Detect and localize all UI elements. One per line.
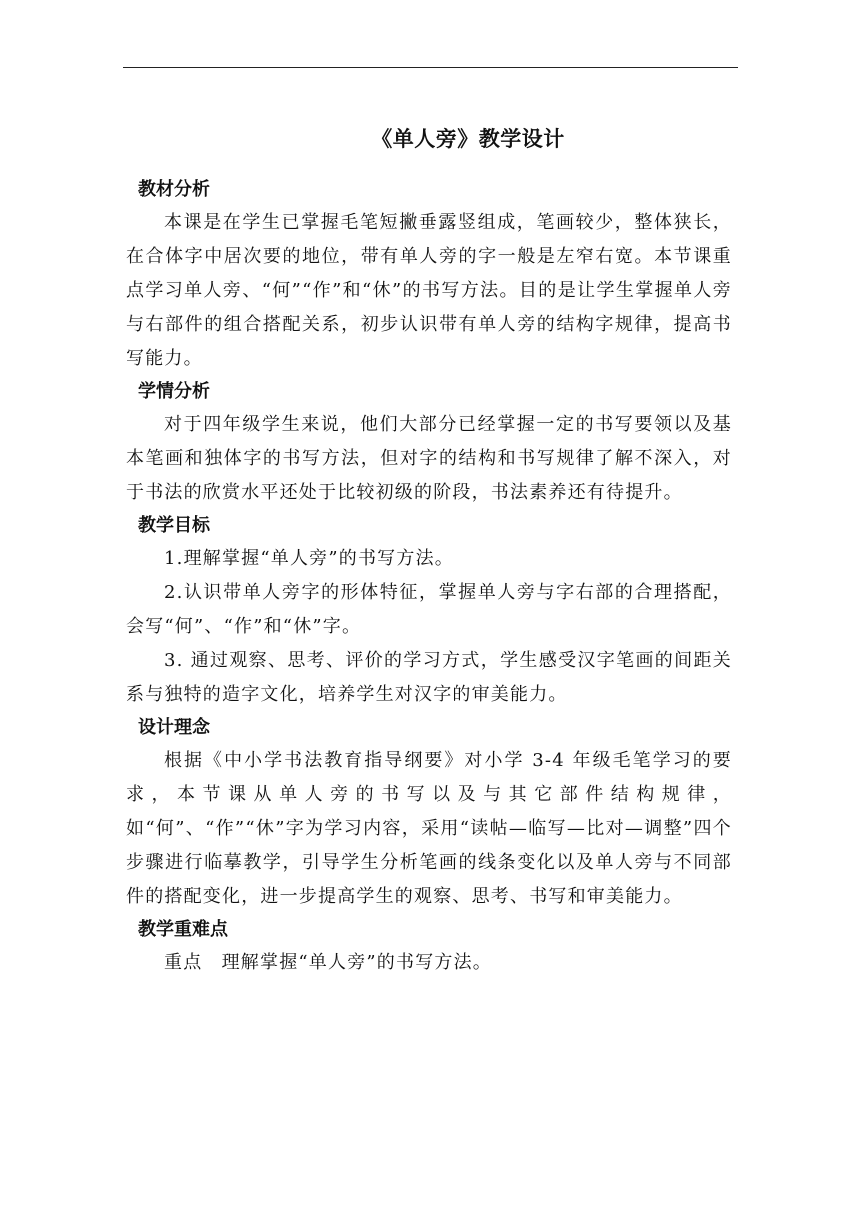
section-paragraph: 本课是在学生已掌握毛笔短撇垂露竖组成，笔画较少，整体狭长，在合体字中居次要的地位，带有单人旁的字一般是左窄右宽。本节课重点学习单人旁、“何”“作”和“休”的书写方法。目的是让学生掌握单人旁与右部件的组合搭配关系，初步认识带有单人旁的结构字规律，提高书写能力。 [126,212,732,369]
goal-item: 1.理解掌握“单人旁”的书写方法。 [164,548,454,569]
section-heading-teaching-goals: 教学目标 [138,515,210,536]
header-rule [123,67,738,68]
goal-item: 3. 通过观察、思考、评价的学习方式，学生感受汉字笔画的间距关系与独特的造字文化，培养学生对汉字的审美能力。 [126,650,732,705]
document-title: 《单人旁》教学设计 [371,127,565,151]
section-paragraph: 重点 理解掌握“单人旁”的书写方法。 [164,952,493,973]
section-heading-key-points: 教学重难点 [138,919,228,940]
section-paragraph: 对于四年级学生来说，他们大部分已经掌握一定的书写要领以及基本笔画和独体字的书写方法，但对字的结构和书写规律了解不深入，对于书法的欣赏水平还处于比较初级的阶段，书法素养还有待提升。 [126,414,732,503]
goal-item: 2.认识带单人旁字的形体特征，掌握单人旁与字右部的合理搭配，会写“何”、“作”和“休”字。 [126,582,732,637]
section-heading-design-concept: 设计理念 [138,717,210,738]
section-heading-student-analysis: 学情分析 [138,381,210,402]
section-paragraph: 根据《中小学书法教育指导纲要》对小学 3-4 年级毛笔学习的要求，本节课从单人旁的书写以及与其它部件结构规律，如“何”、“作”“休”字为学习内容，采用“读帖—临写—比对—调整”四个步骤进行临摹教学，引导学生分析笔画的线条变化以及单人旁与不同部件的搭配变化，进一步提高学生的观察、思考、书写和审美能力。 [126,750,732,907]
section-heading-textbook-analysis: 教材分析 [138,179,210,200]
document-body [126,174,732,980]
